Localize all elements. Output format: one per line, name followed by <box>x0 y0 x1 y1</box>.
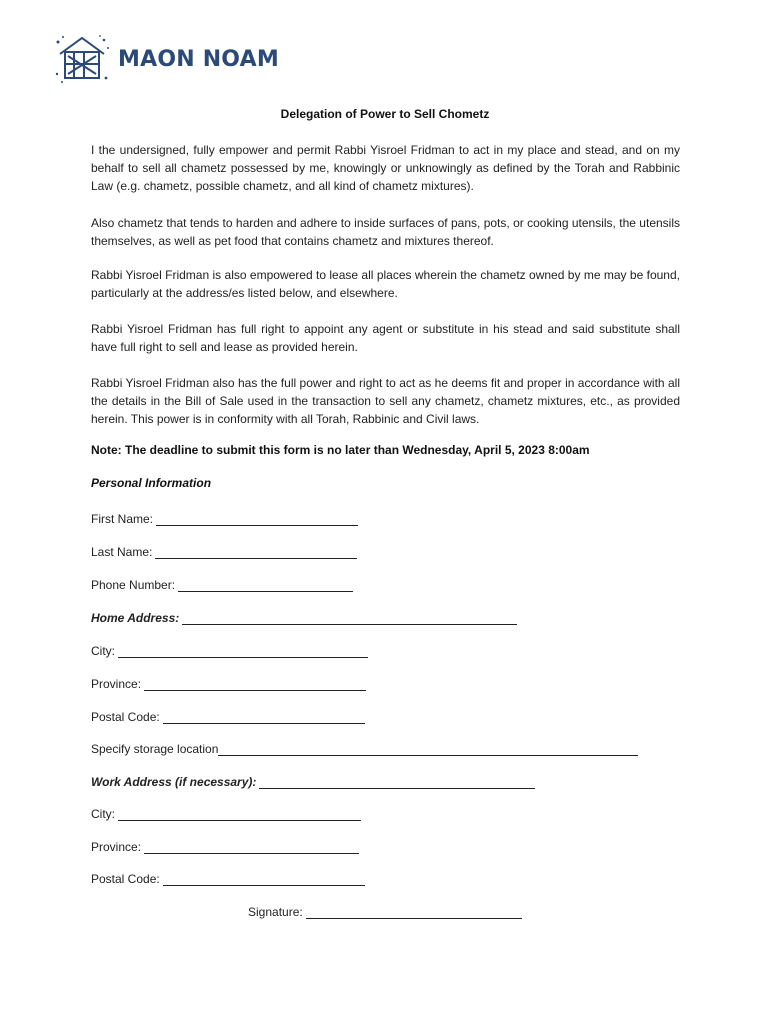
signature-line[interactable] <box>306 905 522 919</box>
home-city-label: City: <box>91 644 115 658</box>
house-logo-icon <box>54 34 110 84</box>
work-city-line[interactable] <box>118 807 361 821</box>
work-address-field[interactable] <box>91 771 535 789</box>
first-name-line[interactable] <box>156 512 358 526</box>
last-name-line[interactable] <box>155 545 357 559</box>
home-city-line[interactable] <box>118 644 368 658</box>
first-name-label: First Name: <box>91 512 154 526</box>
storage-location-field[interactable] <box>91 738 638 756</box>
signature-field[interactable] <box>248 901 522 919</box>
work-address-label: Work Address (if necessary): <box>91 775 257 789</box>
home-postal-code-label: Postal Code: <box>91 710 160 724</box>
work-postal-code-label: Postal Code: <box>91 872 160 886</box>
storage-location-line[interactable] <box>218 742 638 756</box>
work-province-label: Province: <box>91 840 142 854</box>
work-province-line[interactable] <box>144 840 359 854</box>
home-address-line[interactable] <box>182 611 517 625</box>
phone-number-label: Phone Number: <box>91 578 176 592</box>
work-postal-code-field[interactable] <box>91 868 365 886</box>
signature-label: Signature: <box>248 905 303 919</box>
deadline-note: Note: The deadline to submit this form is no later than Wednesday, April 5, 2023 8:00am <box>91 443 590 457</box>
storage-location-label: Specify storage location <box>91 742 219 756</box>
phone-number-line[interactable] <box>178 578 353 592</box>
phone-number-field[interactable] <box>91 574 353 592</box>
work-postal-code-line[interactable] <box>163 872 365 886</box>
work-city-field[interactable] <box>91 803 361 821</box>
home-address-label: Home Address: <box>91 611 180 625</box>
paragraph-5: Rabbi Yisroel Fridman also has the full power and right to act as he deems fit and proper in accordance with all the details in the Bill of Sale used in the transaction to sell any chametz, chametz mixtures, etc., as provided herein. This power is in conformity with all Torah, Rabbinic and Civil laws. <box>91 376 680 426</box>
home-province-label: Province: <box>91 677 142 691</box>
last-name-field[interactable] <box>91 541 357 559</box>
home-province-line[interactable] <box>144 677 366 691</box>
personal-info-heading: Personal Information <box>91 476 212 490</box>
document-title: Delegation of Power to Sell Chometz <box>280 107 490 121</box>
paragraph-1: I the undersigned, fully empower and permit Rabbi Yisroel Fridman to act in my place and stead, and on my behalf to sell all chametz possessed by me, knowingly or unknowingly as defined by the Torah and Rabbinic Law (e.g. chametz, possible chametz, and all kind of chametz mixtures). <box>91 143 680 193</box>
paragraph-3: Rabbi Yisroel Fridman is also empowered to lease all places wherein the chametz owned by me may be found, particularly at the address/es listed below, and elsewhere. <box>91 268 680 300</box>
home-postal-code-line[interactable] <box>163 710 365 724</box>
work-city-label: City: <box>91 807 115 821</box>
logo <box>54 34 279 84</box>
last-name-label: Last Name: <box>91 545 153 559</box>
work-address-line[interactable] <box>259 775 535 789</box>
home-address-field[interactable] <box>91 607 517 625</box>
first-name-field[interactable] <box>91 508 358 526</box>
paragraph-4: Rabbi Yisroel Fridman has full right to appoint any agent or substitute in his stead and said substitute shall have full right to sell and lease as provided herein. <box>91 322 680 354</box>
work-province-field[interactable] <box>91 836 359 854</box>
home-city-field[interactable] <box>91 640 368 658</box>
paragraph-2: Also chametz that tends to harden and adhere to inside surfaces of pans, pots, or cooking utensils, the utensils themselves, as well as pet food that contains chametz and mixtures thereof. <box>91 216 680 248</box>
home-province-field[interactable] <box>91 673 366 691</box>
home-postal-code-field[interactable] <box>91 706 365 724</box>
brand-name: MAON NOAM <box>118 46 279 72</box>
